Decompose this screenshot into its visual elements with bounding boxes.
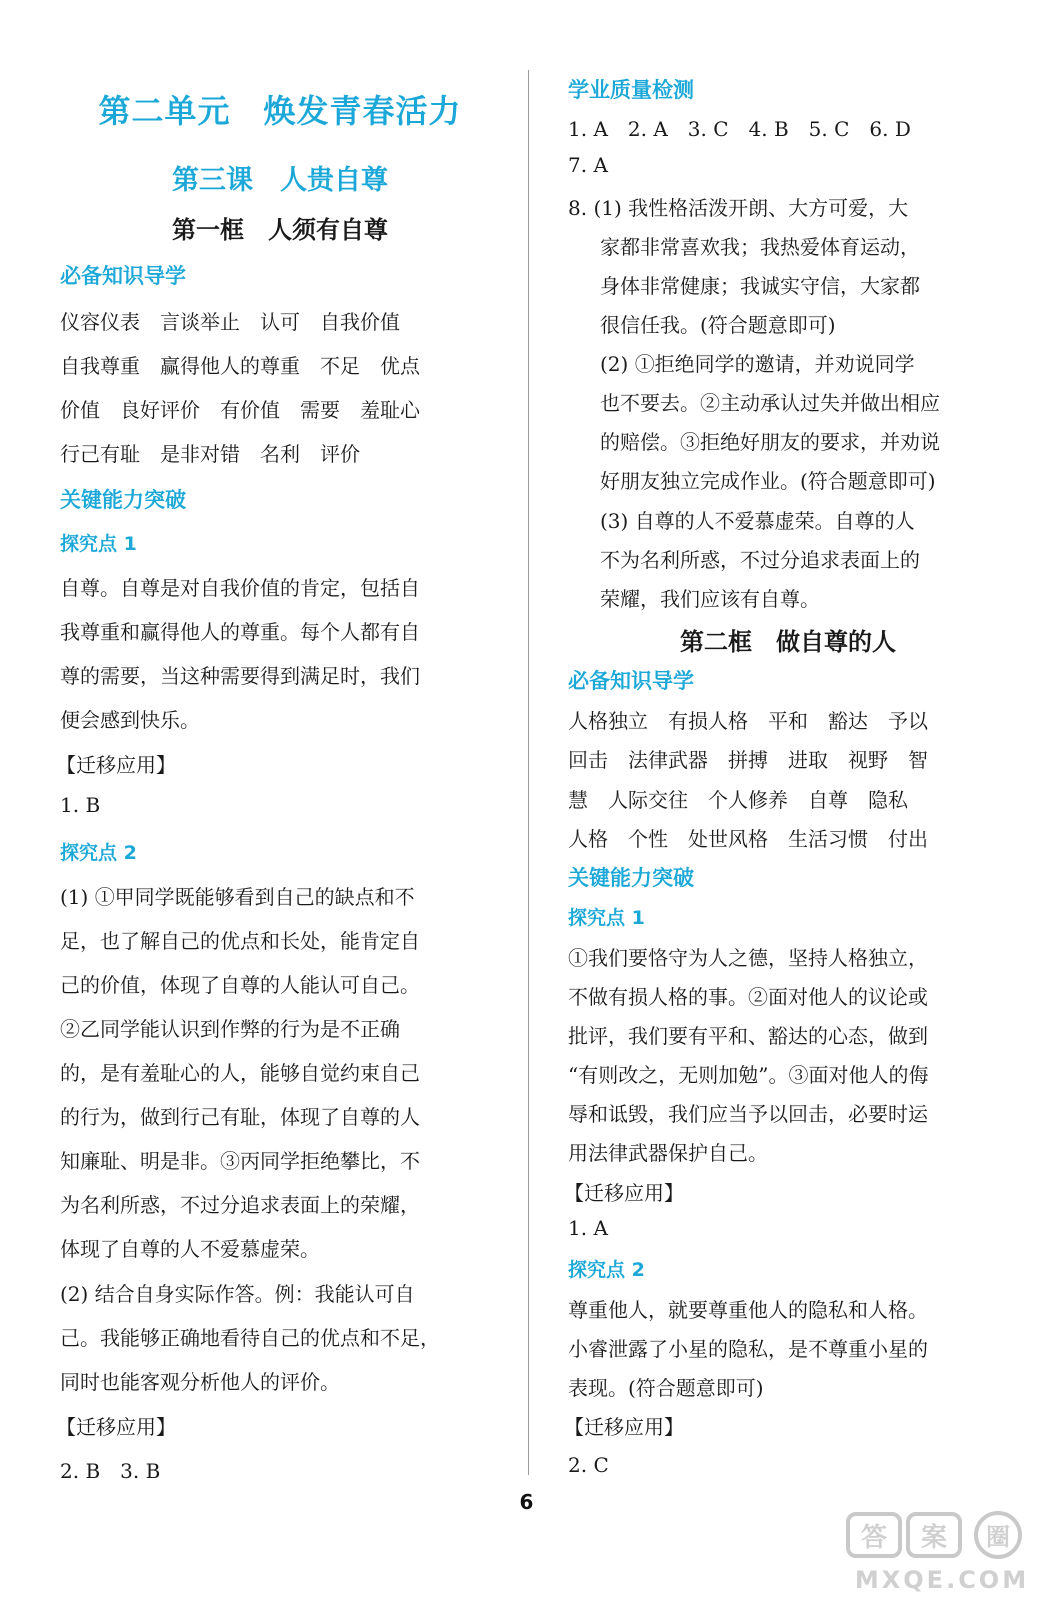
answer-line: 便会感到快乐。 [60,708,200,732]
answer-line: 我尊重和赢得他人的尊重。每个人都有自 [60,620,420,644]
section-quality-check: 学业质量检测 [568,78,694,102]
frame-title-2: 第二框 做自尊的人 [680,627,896,656]
answer-line: 批评，我们要有平和、豁达的心态，做到 [568,1024,928,1048]
mc-answers: 1. A 2. A 3. C 4. B 5. C 6. D [568,117,911,141]
answer-line: 己。我能够正确地看待自己的优点和不足， [60,1326,440,1350]
transfer-answer: 2. B 3. B [60,1459,161,1483]
answer-line: 为名利所惑，不过分追求表面上的荣耀， [60,1193,420,1217]
answer-line: 很信任我。(符合题意即可) [600,313,836,337]
unit-title: 第二单元 焕发青春活力 [98,92,462,130]
keyword-line: 人格 个性 处世风格 生活习惯 付出 [568,827,928,851]
answer-line: 体现了自尊的人不爱慕虚荣。 [60,1237,320,1261]
answer-line: (2) 结合自身实际作答。例：我能认可自 [60,1282,415,1306]
keyword-line: 人格独立 有损人格 平和 豁达 予以 [568,709,928,733]
answer-line: 的赔偿。③拒绝好朋友的要求，并劝说 [600,430,940,454]
answer-line: 的行为，做到行己有耻，体现了自尊的人 [60,1105,420,1129]
answer-line: 表现。(符合题意即可) [568,1376,764,1400]
section-knowledge: 必备知识导学 [60,264,186,288]
answer-line: 也不要去。②主动承认过失并做出相应 [600,391,940,415]
inquiry-point-1: 探究点 1 [568,907,645,929]
answer-line: 的，是有羞耻心的人，能够自觉约束自己 [60,1061,420,1085]
answer-line: 尊重他人，就要尊重他人的隐私和人格。 [568,1298,928,1322]
answer-line: “有则改之，无则加勉”。③面对他人的侮 [568,1063,929,1087]
keyword-line: 自我尊重 赢得他人的尊重 不足 优点 [60,354,420,378]
answer-line: 身体非常健康；我诚实守信，大家都 [600,274,920,298]
answer-line: 8. (1) 我性格活泼开朗、大方可爱，大 [568,196,909,220]
answer-line: (3) 自尊的人不爱慕虚荣。自尊的人 [600,509,915,533]
answer-line: 荣耀，我们应该有自尊。 [600,587,820,611]
svg-text:答: 答 [860,1523,888,1553]
answer-line: 足，也了解自己的优点和长处，能肯定自 [60,929,420,953]
keyword-line: 回击 法律武器 拼搏 进取 视野 智 [568,748,928,772]
svg-text:MXQE.COM: MXQE.COM [854,1566,1030,1594]
svg-text:圈: 圈 [986,1523,1010,1551]
transfer-answer: 2. C [568,1453,609,1477]
keyword-line: 仪容仪表 言谈举止 认可 自我价值 [60,310,400,334]
answer-line: 不为名利所惑，不过分追求表面上的 [600,548,920,572]
section-knowledge: 必备知识导学 [568,669,694,693]
section-ability: 关键能力突破 [568,866,694,890]
keyword-line: 价值 良好评价 有价值 需要 羞耻心 [60,398,420,422]
transfer-answer: 1. B [60,793,101,817]
answer-line: 己的价值，体现了自尊的人能认可自己。 [60,973,420,997]
answer-line: ②乙同学能认识到作弊的行为是不正确 [60,1017,400,1041]
answer-line: 知廉耻、明是非。③丙同学拒绝攀比，不 [60,1149,420,1173]
transfer-label: 【迁移应用】 [564,1415,684,1439]
transfer-label: 【迁移应用】 [564,1181,684,1205]
transfer-label: 【迁移应用】 [56,753,176,777]
svg-text:案: 案 [920,1523,948,1553]
answer-line: 尊的需要，当这种需要得到满足时，我们 [60,664,420,688]
transfer-label: 【迁移应用】 [56,1415,176,1439]
answer-line: 自尊。自尊是对自我价值的肯定，包括自 [60,576,420,600]
keyword-line: 行己有耻 是非对错 名利 评价 [60,442,360,466]
mc-answers: 7. A [568,153,608,177]
keyword-line: 慧 人际交往 个人修养 自尊 隐私 [568,788,908,812]
inquiry-point-2: 探究点 2 [568,1259,645,1281]
answer-line: 好朋友独立完成作业。(符合题意即可) [600,469,936,493]
answer-line: 不做有损人格的事。②面对他人的议论或 [568,985,928,1009]
inquiry-point-2: 探究点 2 [60,842,137,864]
watermark-logo [842,1508,1042,1594]
answer-line: (1) ①甲同学既能够看到自己的缺点和不 [60,885,415,909]
answer-line: 小睿泄露了小星的隐私，是不尊重小星的 [568,1337,928,1361]
frame-title-1: 第一框 人须有自尊 [172,215,388,244]
answer-line: 辱和诋毁，我们应当予以回击，必要时运 [568,1102,928,1126]
section-ability: 关键能力突破 [60,488,186,512]
answer-line: 用法律武器保护自己。 [568,1141,768,1165]
page-number: 6 [519,1490,534,1514]
answer-line: 家都非常喜欢我；我热爱体育运动， [600,235,920,259]
inquiry-point-1: 探究点 1 [60,533,137,555]
answer-line: (2) ①拒绝同学的邀请，并劝说同学 [600,352,915,376]
column-divider [528,70,529,1475]
transfer-answer: 1. A [568,1216,608,1240]
answer-line: 同时也能客观分析他人的评价。 [60,1370,340,1394]
lesson-title: 第三课 人贵自尊 [172,165,388,196]
answer-line: ①我们要恪守为人之德，坚持人格独立， [568,946,928,970]
